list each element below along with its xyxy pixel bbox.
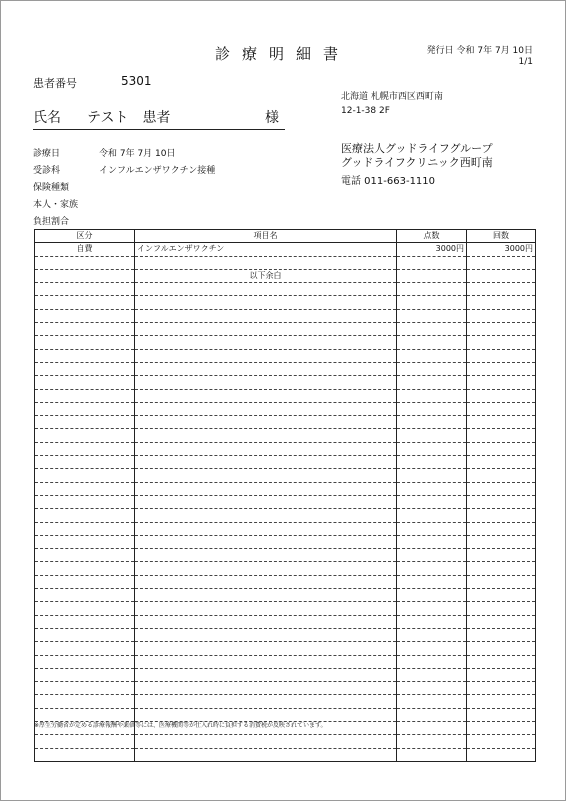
empty-cell [467,256,536,269]
empty-cell [135,429,397,442]
info-value-department: インフルエンザワクチン接種 [99,166,216,176]
empty-cell [467,642,536,655]
empty-cell [35,283,135,296]
table-row [35,575,536,588]
empty-cell [135,562,397,575]
empty-cell [35,389,135,402]
table-row [35,482,536,495]
empty-cell [35,495,135,508]
empty-cell [467,376,536,389]
info-label-department: 受診科 [33,166,61,176]
empty-cell [467,602,536,615]
empty-cell [135,256,397,269]
empty-cell [467,721,536,734]
empty-cell [467,735,536,748]
info-label-visit-date: 診療日 [33,149,61,159]
table-row [35,642,536,655]
empty-cell [397,256,467,269]
empty-cell [467,522,536,535]
empty-cell [35,682,135,695]
table-row [35,695,536,708]
empty-cell [135,602,397,615]
empty-cell [35,442,135,455]
empty-cell [397,456,467,469]
table-row [35,589,536,602]
empty-cell [397,309,467,322]
empty-cell [397,402,467,415]
empty-cell [467,615,536,628]
empty-cell [467,535,536,548]
page-number: 1/1 [518,57,533,67]
empty-cell [35,402,135,415]
empty-cell [397,482,467,495]
patient-id-label: 患者番号 [33,77,77,90]
empty-cell [467,349,536,362]
issue-date-label: 発行日 [426,46,454,56]
empty-cell [467,482,536,495]
empty-cell [35,482,135,495]
table-row [35,668,536,681]
clinic-address-line2: 12-1-38 2F [341,106,390,116]
empty-cell [135,442,397,455]
empty-cell [35,456,135,469]
issue-date-line [427,43,533,56]
empty-cell [35,602,135,615]
empty-cell [35,309,135,322]
table-row [35,602,536,615]
empty-cell [135,309,397,322]
empty-cell [397,535,467,548]
empty-cell [35,589,135,602]
issue-date: 令和 7年 7月 10日 [456,46,533,56]
empty-cell [135,362,397,375]
table-row [35,655,536,668]
item-points: 3000円 [397,243,467,256]
empty-cell [135,615,397,628]
empty-cell [35,362,135,375]
empty-cell [397,429,467,442]
billing-items-body [35,243,536,762]
empty-cell [397,469,467,482]
empty-cell [397,509,467,522]
clinic-address-line1: 北海道 札幌市西区西町南 [341,92,443,102]
empty-cell [467,495,536,508]
clinic-corporation-name: 医療法人グッドライフグループ [341,142,493,155]
table-row [35,349,536,362]
empty-cell [397,708,467,721]
item-category: 自費 [35,243,135,256]
empty-cell [135,349,397,362]
empty-cell [467,509,536,522]
table-row [35,283,536,296]
empty-cell [397,269,467,282]
empty-cell [397,575,467,588]
column-header-item-name: 項目名 [135,230,397,243]
empty-cell [467,429,536,442]
empty-cell [397,735,467,748]
empty-cell [467,589,536,602]
empty-cell [35,336,135,349]
empty-cell [135,522,397,535]
empty-cell [135,416,397,429]
empty-cell [467,668,536,681]
empty-cell [135,389,397,402]
empty-cell [467,469,536,482]
empty-cell [135,748,397,761]
empty-cell [397,296,467,309]
patient-name-value: テスト 患者 [87,110,171,126]
empty-cell [467,309,536,322]
empty-cell [35,469,135,482]
empty-cell [135,695,397,708]
empty-cell [397,642,467,655]
empty-cell [397,522,467,535]
empty-cell [35,642,135,655]
empty-cell [397,721,467,734]
empty-cell [397,442,467,455]
table-row [35,748,536,761]
table-row [35,429,536,442]
empty-cell [35,628,135,641]
empty-cell [135,668,397,681]
empty-cell [467,655,536,668]
empty-cell [135,402,397,415]
empty-cell [135,482,397,495]
empty-cell [397,389,467,402]
empty-cell [35,416,135,429]
empty-cell [467,575,536,588]
table-row [35,243,536,256]
empty-cell [135,456,397,469]
empty-cell [467,682,536,695]
info-label-insurance-type: 保険種類 [33,183,70,193]
remainder-blank-note: 以下余白 [135,269,397,282]
empty-cell [397,283,467,296]
empty-cell [35,562,135,575]
empty-cell [35,269,135,282]
empty-cell [467,323,536,336]
item-name: インフルエンザワクチン [135,243,397,256]
empty-cell [467,402,536,415]
empty-cell [467,362,536,375]
empty-cell [467,416,536,429]
empty-cell [467,708,536,721]
empty-cell [397,336,467,349]
empty-cell [467,748,536,761]
empty-cell [135,323,397,336]
empty-cell [397,682,467,695]
empty-cell [397,695,467,708]
table-row [35,416,536,429]
info-label-insured-relation: 本人・家族 [33,200,79,210]
consumption-tax-footnote: ※厚生労働省が定める診療報酬や薬価等には、医療機関等が仕入れ時に負担する消費税が反映されています。 [34,722,327,729]
table-row [35,562,536,575]
patient-id-value: 5301 [121,74,152,88]
empty-cell [467,389,536,402]
empty-cell [397,602,467,615]
clinic-phone: 電話 011-663-1110 [341,176,436,187]
table-row [35,628,536,641]
empty-cell [397,628,467,641]
table-row [35,323,536,336]
empty-cell [467,269,536,282]
table-row [35,509,536,522]
empty-cell [35,296,135,309]
document-title: 診療明細書 [215,45,351,63]
empty-cell [397,362,467,375]
table-row [35,682,536,695]
empty-cell [397,495,467,508]
table-row [35,535,536,548]
empty-cell [35,522,135,535]
table-row [35,735,536,748]
empty-cell [35,668,135,681]
table-row [35,296,536,309]
table-row [35,362,536,375]
table-row [35,336,536,349]
empty-cell [35,735,135,748]
empty-cell [467,336,536,349]
table-row [35,269,536,282]
empty-cell [397,668,467,681]
empty-cell [135,283,397,296]
empty-cell [467,283,536,296]
empty-cell [135,589,397,602]
empty-cell [397,549,467,562]
empty-cell [467,562,536,575]
empty-cell [397,655,467,668]
table-header-row [35,230,536,243]
empty-cell [35,748,135,761]
patient-honorific: 様 [265,110,279,126]
info-value-visit-date: 令和 7年 7月 10日 [99,149,176,159]
empty-cell [35,323,135,336]
empty-cell [467,695,536,708]
empty-cell [135,535,397,548]
empty-cell [135,469,397,482]
item-count: 3000円 [467,243,536,256]
empty-cell [397,416,467,429]
table-row [35,456,536,469]
empty-cell [397,615,467,628]
empty-cell [35,549,135,562]
table-row [35,309,536,322]
empty-cell [135,655,397,668]
empty-cell [135,336,397,349]
empty-cell [35,349,135,362]
empty-cell [35,256,135,269]
empty-cell [135,642,397,655]
table-row [35,469,536,482]
empty-cell [467,628,536,641]
table-row [35,522,536,535]
billing-items-table [34,229,536,762]
info-label-copay-ratio: 負担割合 [33,217,70,227]
empty-cell [35,655,135,668]
empty-cell [35,695,135,708]
empty-cell [135,682,397,695]
empty-cell [135,495,397,508]
empty-cell [135,735,397,748]
patient-name-label: 氏名 [33,110,61,126]
empty-cell [397,589,467,602]
empty-cell [467,456,536,469]
empty-cell [135,376,397,389]
table-row [35,549,536,562]
table-row [35,256,536,269]
table-row [35,615,536,628]
empty-cell [35,575,135,588]
column-header-count: 回数 [467,230,536,243]
empty-cell [397,376,467,389]
empty-cell [35,376,135,389]
table-row [35,402,536,415]
column-header-category: 区分 [35,230,135,243]
patient-name-row [33,107,285,130]
empty-cell [35,509,135,522]
empty-cell [135,509,397,522]
column-header-points: 点数 [397,230,467,243]
empty-cell [467,442,536,455]
empty-cell [135,549,397,562]
empty-cell [35,429,135,442]
empty-cell [467,549,536,562]
table-row [35,442,536,455]
empty-cell [397,323,467,336]
empty-cell [397,562,467,575]
empty-cell [35,535,135,548]
empty-cell [35,615,135,628]
empty-cell [135,296,397,309]
table-row [35,376,536,389]
clinic-name: グッドライフクリニック西町南 [341,156,493,169]
table-row [35,389,536,402]
empty-cell [467,296,536,309]
empty-cell [397,349,467,362]
empty-cell [135,628,397,641]
empty-cell [135,575,397,588]
empty-cell [397,748,467,761]
table-row [35,495,536,508]
